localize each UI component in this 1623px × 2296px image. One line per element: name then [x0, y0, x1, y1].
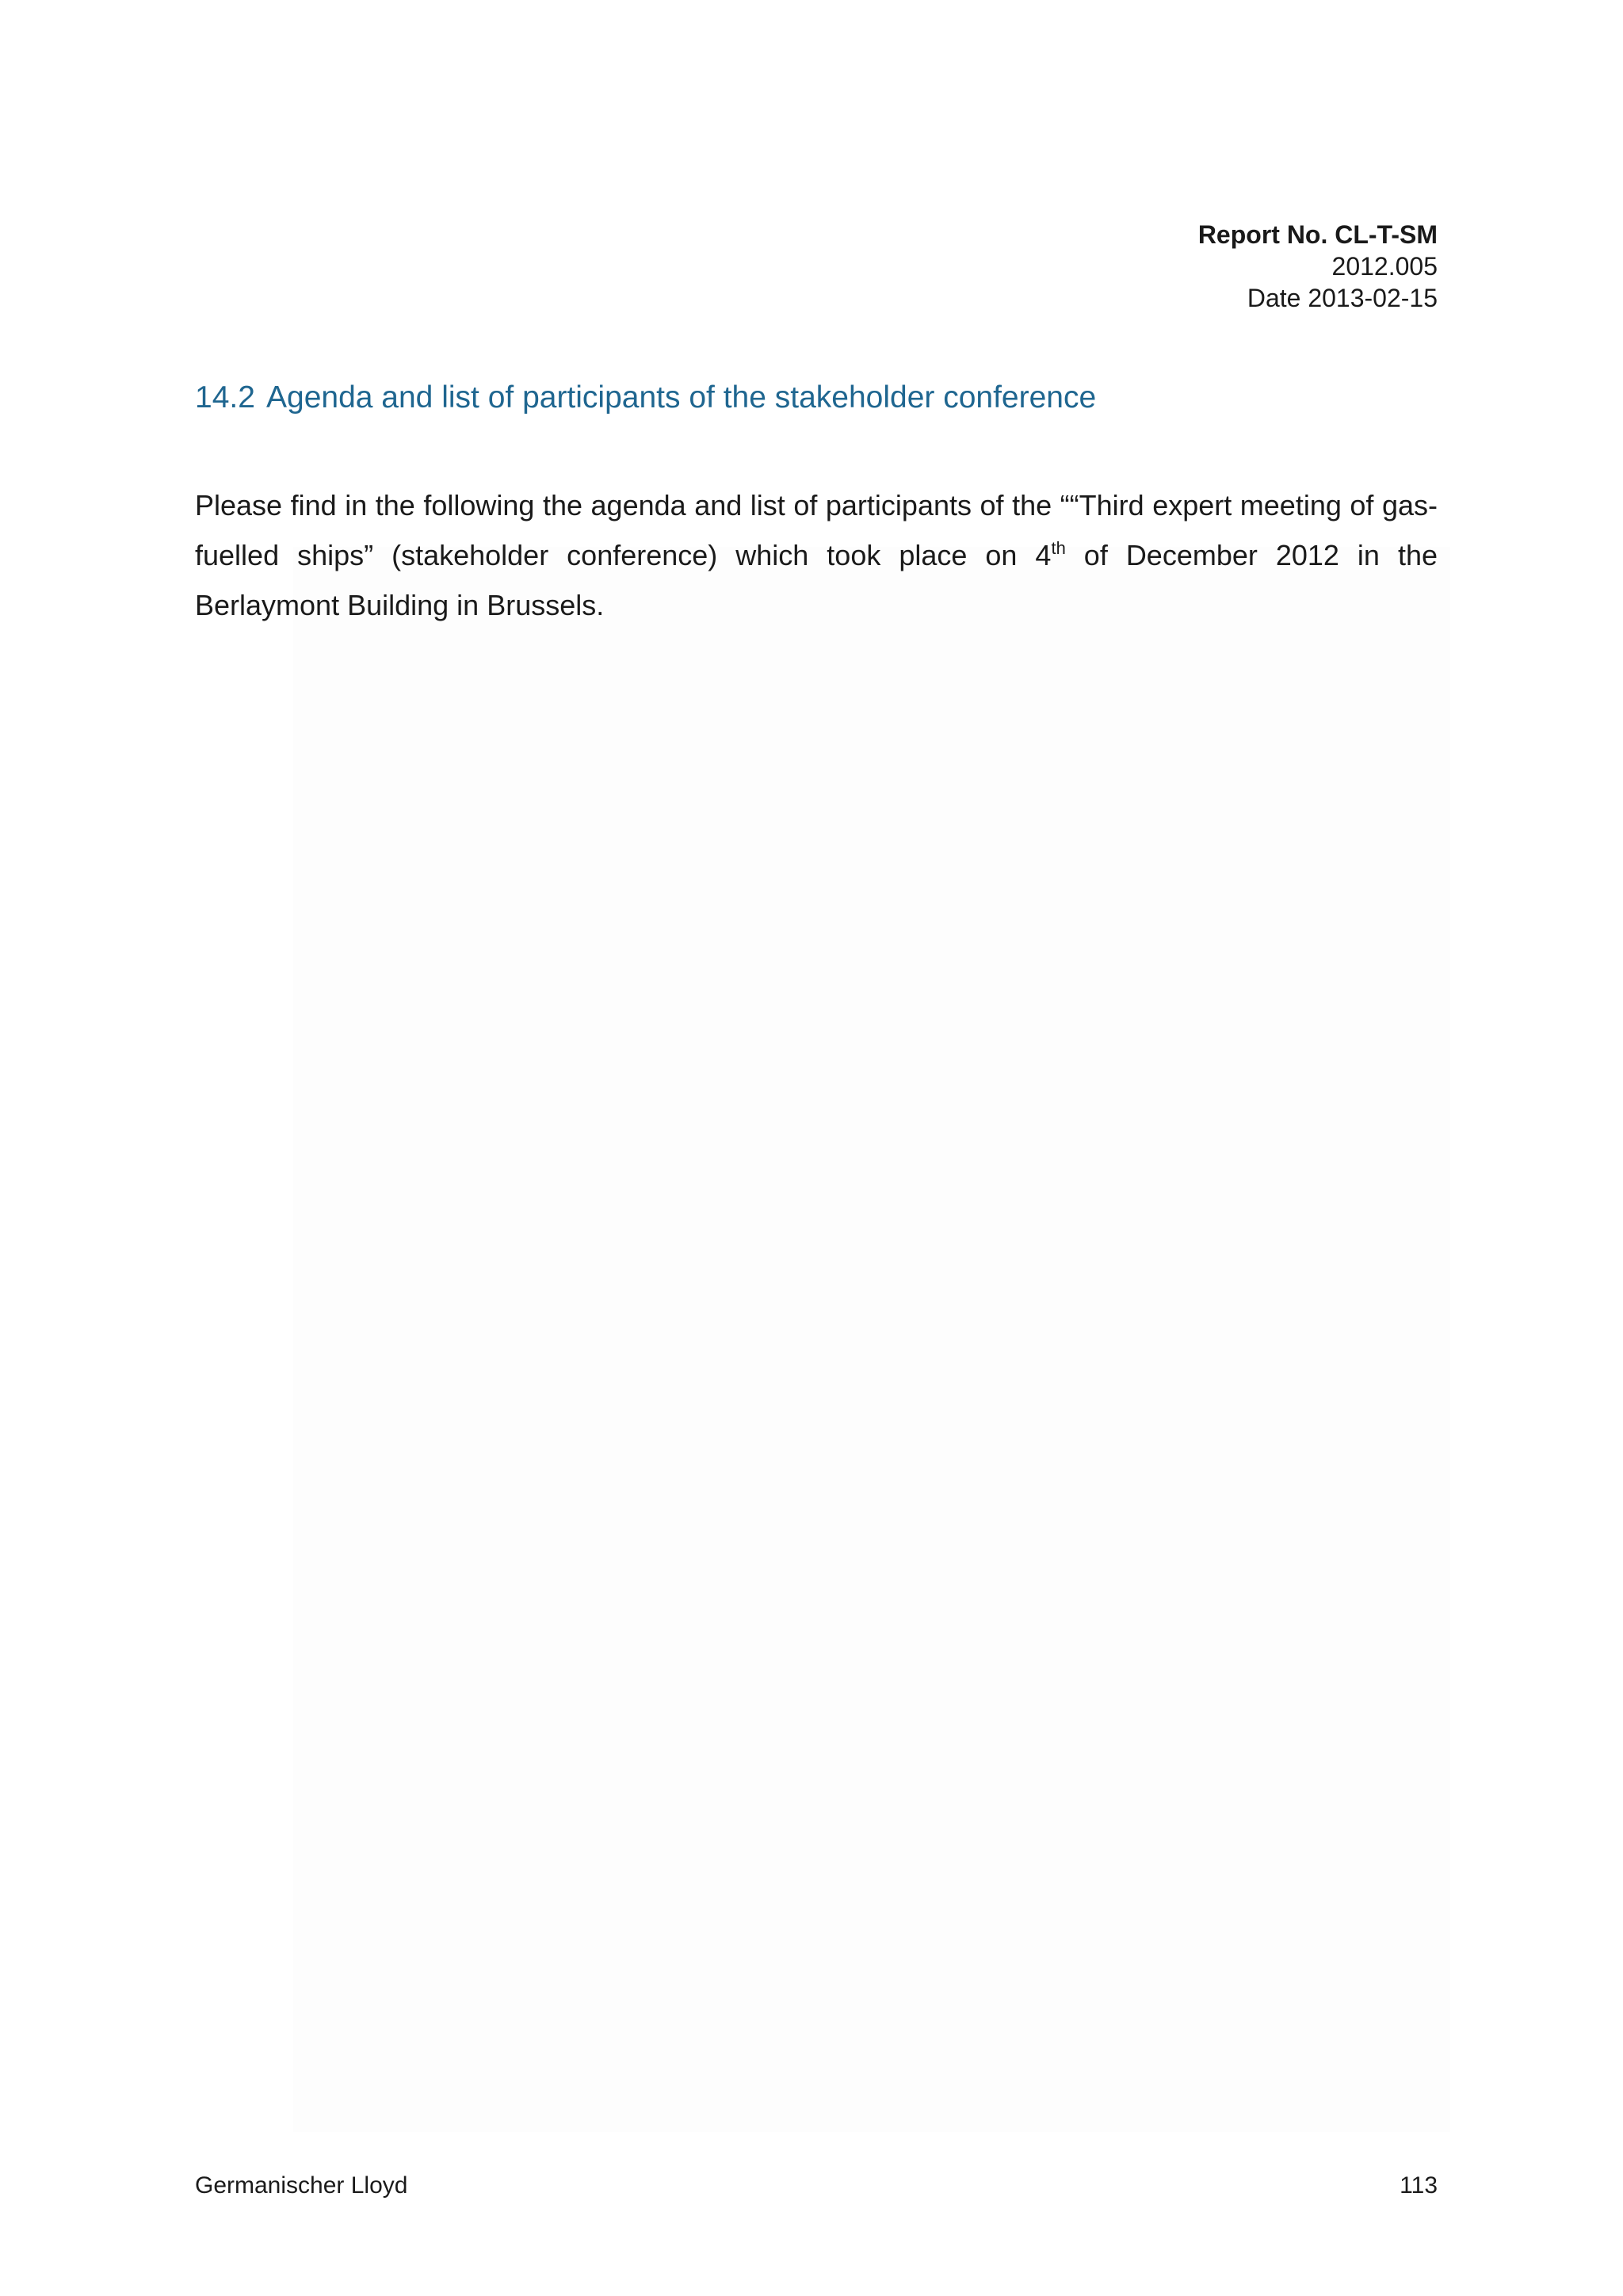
report-header: [1198, 219, 1438, 314]
section-title: Agenda and list of participants of the stakeholder conference: [266, 380, 1097, 415]
paragraph-text-part1: Please find in the following the agenda and list of participants of the ““Third expert meeting of gas-fuelled ships” (stakeholder conference) which took place on 4: [195, 489, 1438, 571]
footer-company: Germanischer Lloyd: [195, 2172, 408, 2199]
page-number: 113: [1400, 2172, 1438, 2199]
page-background-area: [293, 547, 1450, 2132]
paragraph-text-part2: of December 2012 in the Berlaymont Building in Brussels.: [195, 539, 1438, 621]
section-number: 14.2: [195, 380, 255, 415]
report-id: 2012.005: [1331, 252, 1438, 281]
ordinal-superscript: th: [1051, 538, 1066, 558]
report-date: Date 2013-02-15: [1247, 284, 1438, 312]
report-number: Report No. CL-T-SM: [1197, 220, 1438, 249]
intro-paragraph: [195, 480, 1438, 630]
section-heading: [195, 379, 1096, 417]
